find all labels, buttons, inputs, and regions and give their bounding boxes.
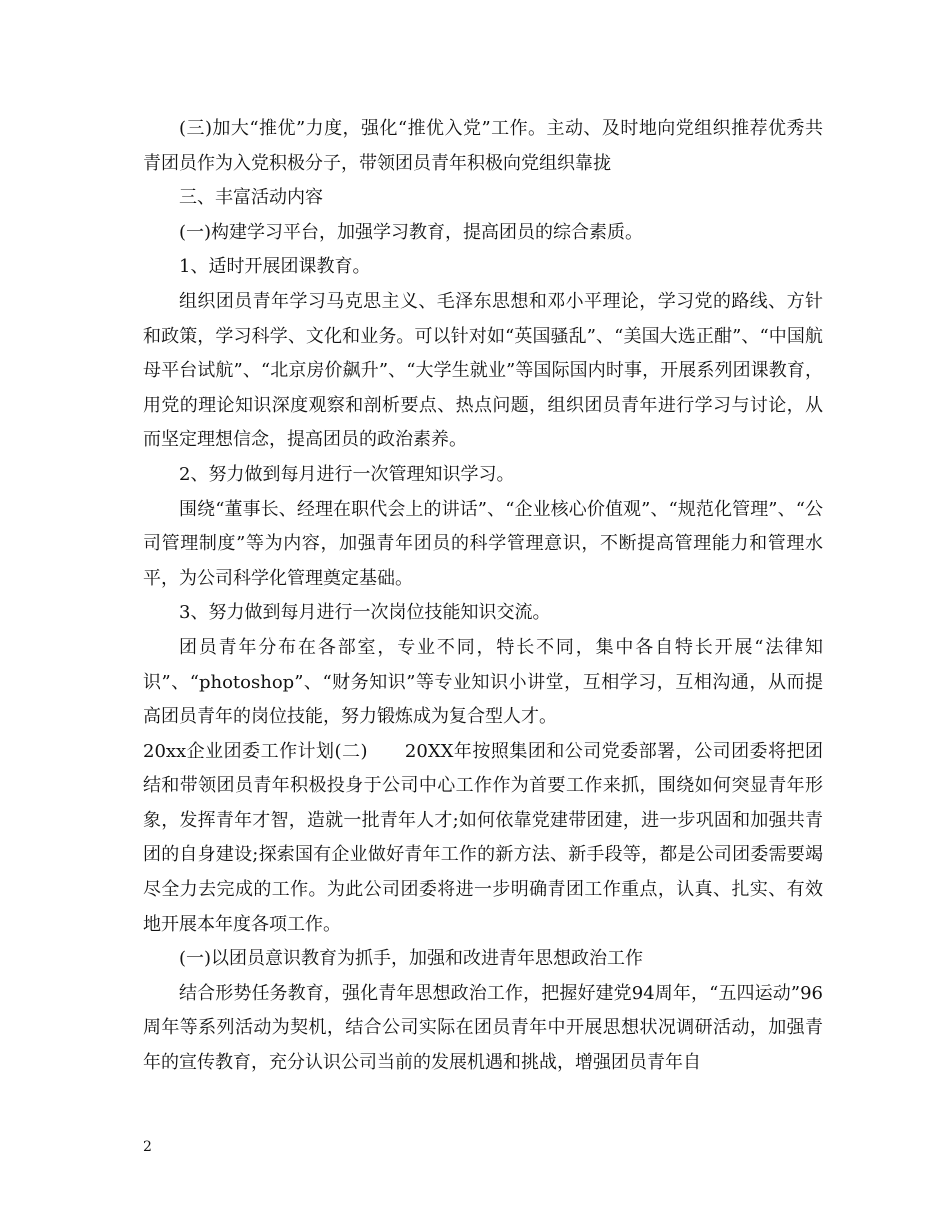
paragraph: 组织团员青年学习马克思主义、毛泽东思想和邓小平理论，学习党的路线、方针和政策，学习科学、文化和业务。可以针对如“英国骚乱”、“美国大选正酣”、“中国航母平台试航”、“北京房价飙升”、“大学生就业”等国际国内时事，开展系列团课教育，用党的理论知识深度观察和剖析要点、热点问题，组织团员青年进行学习与讨论，从而坚定理想信念，提高团员的政治素养。 (143, 290, 823, 451)
paragraph: 20xx企业团委工作计划(二) 20XX年按照集团和公司党委部署，公司团委将把团结和带领团员青年积极投身于公司中心工作作为首要工作来抓，围绕如何突显青年形象，发挥青年才智，造就一批青年人才;如何依靠党建带团建，进一步巩固和加强共青团的自身建设;探索国有企业做好青年工作的新方法、新手段等，都是公司团委需要竭尽全力去完成的工作。为此公司团委将进一步明确青团工作重点，认真、扎实、有效地开展本年度各项工作。 (143, 740, 823, 935)
subsection-heading: (一)构建学习平台，加强学习教育，提高团员的综合素质。 (179, 221, 644, 243)
paragraph: (三)加大“推优”力度，强化“推优入党”工作。主动、及时地向党组织推荐优秀共青团员作为入党积极分子，带领团员青年积极向党组织靠拢 (143, 118, 823, 174)
paragraph: 结合形势任务教育，强化青年思想政治工作，把握好建党94周年，“五四运动”96周年等系列活动为契机，结合公司实际在团员青年中开展思想状况调研活动，加强青年的宣传教育，充分认识公司当前的发展机遇和挑战，增强团员青年自 (143, 982, 823, 1074)
item-heading: 1、适时开展团课教育。 (179, 256, 371, 278)
subsection-heading: (一)以团员意识教育为抓手，加强和改进青年思想政治工作 (179, 948, 644, 970)
document-body (143, 112, 823, 1081)
page-number: 2 (143, 1139, 152, 1155)
item-heading: 3、努力做到每月进行一次岗位技能知识交流。 (179, 602, 551, 624)
paragraph: 团员青年分布在各部室，专业不同，特长不同，集中各自特长开展“法律知识”、“photoshop”、“财务知识”等专业知识小讲堂，互相学习，互相沟通，从而提高团员青年的岗位技能，努力锻炼成为复合型人才。 (143, 636, 823, 728)
paragraph: 围绕“董事长、经理在职代会上的讲话”、“企业核心价值观”、“规范化管理”、“公司管理制度”等为内容，加强青年团员的科学管理意识，不断提高管理能力和管理水平，为公司科学化管理奠定基础。 (143, 498, 823, 589)
section-heading: 三、丰富活动内容 (179, 187, 323, 209)
item-heading: 2、努力做到每月进行一次管理知识学习。 (179, 463, 515, 485)
